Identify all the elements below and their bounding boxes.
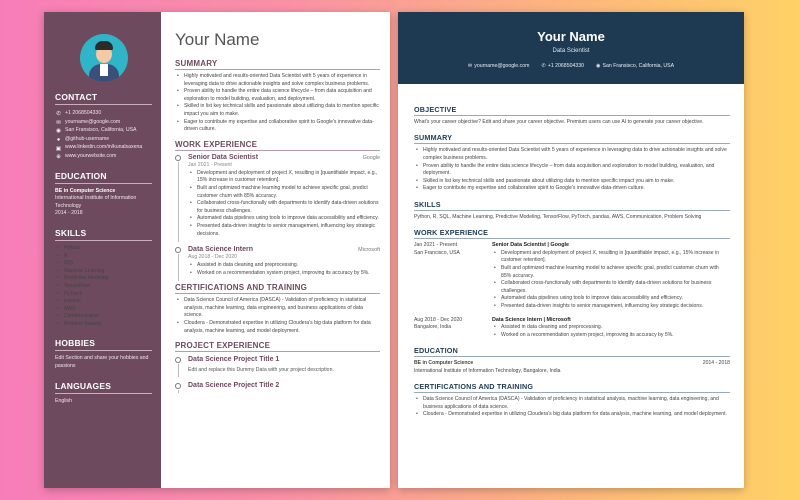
certification-bullet: • Data Science Council of America (DASCA) - Validation of proficiency in statistical analysis, machine learning, data engineering, and business applications of data science. — [414, 396, 730, 411]
job-location: Bangalore, India — [414, 323, 452, 330]
job-title: Data Science Intern | Microsoft — [492, 316, 571, 323]
certification-list — [175, 297, 380, 335]
project-description: Edit and replace this Dummy Data with your project description. — [188, 367, 334, 374]
job-bullet: • Development and deployment of project X, resulting in [quantifiable impact, e.g., 15% increase in customer retention]. — [188, 170, 380, 185]
job-header — [188, 246, 380, 253]
education-row — [414, 360, 730, 367]
job-bullet: • Collaborated cross-functionally with departments to identify data-driven solutions for business challenges. — [188, 200, 380, 215]
job-title: Data Scientist — [552, 48, 590, 54]
skill-item: • Communication — [55, 313, 152, 321]
contact-text: San Fransisco, California, USA — [65, 127, 137, 134]
education-school: International Institute of Information Technology, Bangalore, India — [414, 367, 561, 374]
skills-heading: SKILLS — [55, 228, 152, 241]
contact-text: @github-username — [65, 135, 110, 142]
resume-name: Your Name — [537, 29, 605, 44]
contact-text: +1 2068504330 — [65, 110, 102, 116]
job-bullet: • Development and deployment of project X, resulting in [quantifiable impact, e.g., 15% increase in customer retention]. — [492, 250, 730, 265]
job-entry — [414, 317, 730, 340]
summary-list — [175, 73, 380, 134]
job-bullet: • Automated data pipelines using tools to improve data accessibility and efficiency. — [188, 215, 380, 223]
summary-bullet: • Skilled in list key technical skills and passionate about utilizing data to mention specific impact you aim to make. — [414, 178, 730, 186]
summary-heading: SUMMARY — [414, 133, 730, 144]
job-company: Microsoft — [358, 247, 380, 254]
skill-item: • Problem Solving — [55, 321, 152, 329]
education-degree: BE in Computer Science — [55, 187, 116, 194]
phone-icon: ✆ — [541, 63, 546, 69]
hobbies-text: Edit Section and share your hobbies and passions — [55, 355, 149, 370]
project-list — [175, 356, 380, 389]
skill-item: • R — [55, 253, 152, 261]
certifications-heading: CERTIFICATIONS AND TRAINING — [414, 382, 730, 393]
contact-text: +1 2068504330 — [547, 63, 585, 69]
job-bullet: • Assisted in data cleaning and preprocessing. — [492, 324, 730, 332]
contact-item — [55, 109, 152, 118]
job-company: Google — [362, 154, 380, 161]
job-meta — [414, 242, 492, 310]
skill-item: • TensorFlow — [55, 283, 152, 291]
contact-heading: CONTACT — [55, 92, 152, 105]
summary-bullet: • Proven ability to handle the entire data science lifecycle – from data acquisition and exploration to model building, evaluation, and deployment. — [414, 163, 730, 178]
job-list — [175, 154, 380, 278]
education-degree: BE in Computer Science — [414, 360, 474, 367]
job-bullet: • Presented data-driven insights to senior management, influencing key strategic decisions. — [492, 303, 730, 311]
job-bullet: • Built and optimized machine learning model to achieve specific goal, predict customer churn with 85% accuracy. — [188, 185, 380, 200]
job-bullet: • Built and optimized machine learning model to achieve specific goal, predict customer churn with 85% accuracy. — [492, 265, 730, 280]
website-icon: ⊕ — [56, 154, 61, 161]
contact-item — [55, 118, 152, 127]
contact-text: San Fransisco, California, USA — [602, 63, 675, 69]
location-icon: ◉ — [596, 63, 601, 69]
summary-bullet: • Proven ability to handle the entire data science lifecycle – from data acquisition and exploration to model building, evaluation, and deployment. — [175, 88, 380, 103]
summary-bullet: • Skilled in list key technical skills and passionate about utilizing data to mention specific impact you aim to make. — [175, 103, 380, 118]
certification-bullet: • Cloudera - Demonstrated expertise in utilizing Cloudera's big data platform for data analysis, machine learning, and model deployment. — [175, 320, 380, 335]
skill-item: • SQL — [55, 260, 152, 268]
objective-text: What's your career objective? Edit and share your career objective. Premium users can use AI to generate your career objective. — [414, 119, 704, 125]
job-title: Senior Data Scientist | Google — [492, 242, 569, 249]
timeline-dot — [175, 155, 181, 161]
contact-item — [468, 63, 530, 69]
project-title: Data Science Project Title 2 — [188, 382, 280, 390]
timeline-dot — [175, 247, 181, 253]
summary-bullet: • Highly motivated and results-oriented Data Scientist with 5 years of experience in leveraging data to drive actionable insights and solve complex business problems. — [414, 147, 730, 162]
skills-text: Python, R, SQL, Machine Learning, Predictive Modeling, TensorFlow, PyTorch, pandas, AWS, Communication, Problem Solving — [414, 213, 702, 220]
job-bullet: • Presented data-driven insights to senior management, influencing key strategic decisions. — [188, 223, 380, 238]
main-content — [161, 12, 390, 488]
certifications-heading: CERTIFICATIONS AND TRAINING — [175, 283, 380, 294]
objective-heading: OBJECTIVE — [414, 105, 730, 116]
contact-row — [398, 63, 744, 69]
contact-item — [55, 126, 152, 135]
job-bullet: • Assisted in data cleaning and preprocessing. — [188, 262, 380, 270]
certification-list — [414, 396, 730, 419]
education-school: International Institute of Information Technology — [55, 195, 137, 209]
contact-text: yourname@google.com — [474, 63, 530, 69]
skills-heading: SKILLS — [414, 200, 730, 211]
job-entry — [175, 154, 380, 238]
mail-icon: ✉ — [56, 119, 61, 126]
job-location: San Francisco, USA — [414, 249, 460, 256]
location-icon: ◉ — [56, 128, 61, 135]
main-content — [398, 84, 744, 419]
resume-template-1[interactable] — [44, 12, 390, 488]
contact-item — [596, 63, 674, 69]
education-heading: EDUCATION — [414, 346, 730, 357]
phone-icon: ✆ — [56, 111, 61, 118]
skill-item: • Machine Learning — [55, 268, 152, 276]
certification-bullet: • Data Science Council of America (DASCA) - Validation of proficiency in statistical analysis, machine learning, data engineering, and business applications of data science. — [175, 297, 380, 320]
skill-item: • Predictive Modeling — [55, 275, 152, 283]
job-bullet: • Automated data pipelines using tools to improve data accessibility and efficiency. — [492, 295, 730, 303]
projects-heading: PROJECT EXPERIENCE — [175, 341, 380, 352]
education-heading: EDUCATION — [55, 171, 152, 184]
languages-heading: LANGUAGES — [55, 381, 152, 394]
sidebar — [44, 12, 161, 488]
resume-template-2[interactable] — [398, 12, 744, 488]
job-details — [492, 242, 730, 310]
hobbies-heading: HOBBIES — [55, 338, 152, 351]
avatar — [80, 34, 128, 82]
contact-list — [55, 109, 152, 161]
resume-name: Your Name — [175, 30, 260, 49]
contact-item — [541, 63, 584, 69]
skill-item: • PyTorch — [55, 291, 152, 299]
summary-bullet: • Eager to contribute my expertise and collaborative spirit to Google's innovative data-driven culture. — [414, 185, 730, 193]
summary-heading: SUMMARY — [175, 59, 380, 70]
skills-list — [55, 245, 152, 329]
project-entry — [175, 356, 380, 373]
timeline-line — [178, 364, 179, 377]
summary-bullet: • Highly motivated and results-oriented Data Scientist with 5 years of experience in leveraging data to drive actionable insights and solve complex business problems. — [175, 73, 380, 88]
education-years: 2014 - 2018 — [55, 210, 83, 217]
job-list — [414, 242, 730, 339]
github-icon: ● — [56, 137, 61, 144]
job-date: Jan 2021 - Present — [414, 242, 458, 249]
job-bullet: • Worked on a recommendation system project, improving its accuracy by 5%. — [188, 270, 380, 278]
header-banner — [398, 12, 744, 84]
summary-bullet: • Eager to contribute my expertise and collaborative spirit to Google's innovative data-driven culture. — [175, 119, 380, 134]
contact-item — [55, 152, 152, 161]
work-heading: WORK EXPERIENCE — [414, 228, 730, 239]
summary-list — [414, 147, 730, 193]
project-title: Data Science Project Title 1 — [188, 356, 280, 364]
skill-item: • Python — [55, 245, 152, 253]
education-years: 2014 - 2018 — [702, 360, 730, 367]
certification-bullet: • Cloudera - Demonstrated expertise in utilizing Cloudera's big data platform for data analysis, machine learning, and model deployment. — [414, 411, 730, 419]
timeline-line — [178, 254, 179, 281]
timeline-line — [178, 162, 179, 242]
job-bullet: • Worked on a recommendation system project, improving its accuracy by 5%. — [492, 332, 730, 340]
timeline-line — [178, 390, 179, 393]
contact-text: www.linkedin.com/in/kunalsaxena — [65, 144, 143, 151]
mail-icon: ✉ — [467, 63, 473, 69]
job-details — [492, 317, 730, 340]
language-item: English — [55, 397, 73, 404]
contact-text: www.yourwebsite.com — [65, 152, 117, 159]
job-date: Jan 2021 - Present — [188, 161, 232, 168]
job-date: Aug 2018 - Dec 2020 — [414, 316, 463, 323]
linkedin-icon: ▣ — [55, 145, 62, 152]
job-meta — [414, 317, 492, 340]
contact-item — [55, 135, 152, 144]
job-title: Senior Data Scientist — [188, 153, 259, 161]
project-entry — [175, 382, 380, 389]
skill-item: • pandas — [55, 298, 152, 306]
job-entry — [414, 242, 730, 310]
skill-item: • AWS — [55, 306, 152, 314]
timeline-dot — [175, 383, 181, 389]
contact-text: yourname@google.com — [65, 118, 121, 125]
job-bullet: • Collaborated cross-functionally with departments to identify data-driven solutions for business challenges. — [492, 280, 730, 295]
job-header — [188, 154, 380, 161]
job-entry — [175, 246, 380, 277]
job-date: Aug 2018 - Dec 2020 — [188, 254, 238, 261]
contact-item — [55, 143, 152, 152]
work-heading: WORK EXPERIENCE — [175, 140, 380, 151]
job-title: Data Science Intern — [188, 246, 253, 254]
timeline-dot — [175, 357, 181, 363]
